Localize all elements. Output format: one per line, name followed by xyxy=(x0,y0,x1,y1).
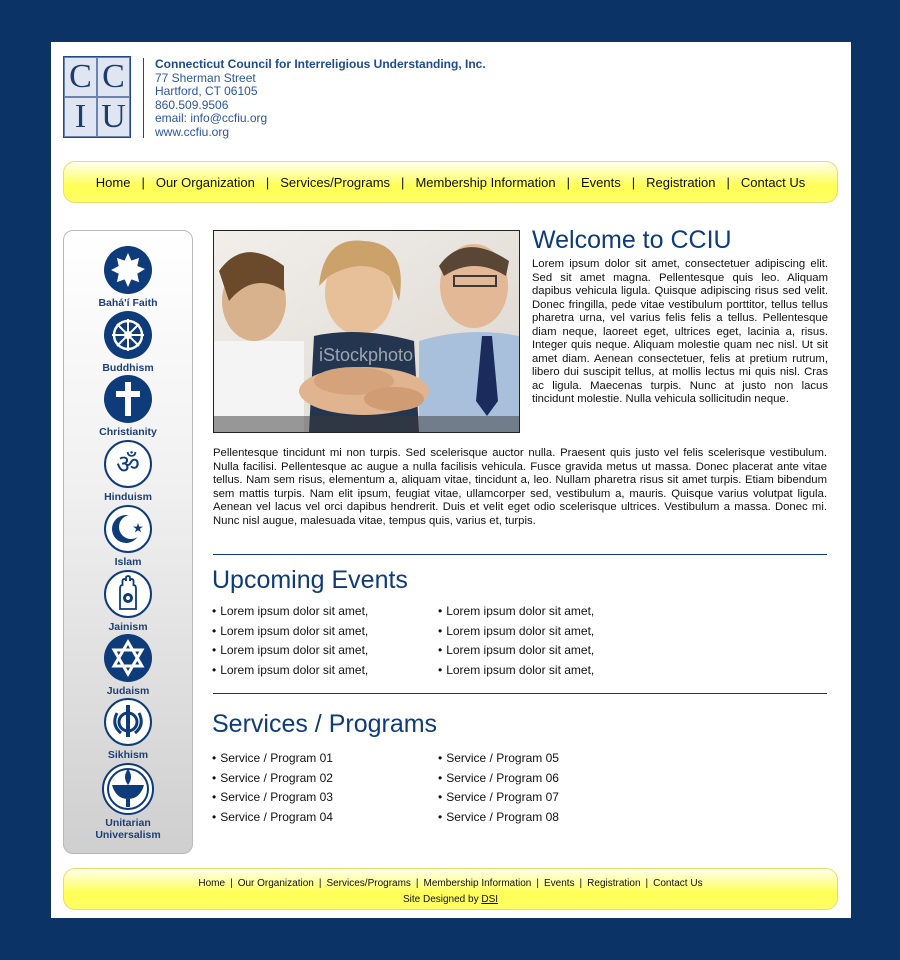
event-item[interactable]: • Lorem ipsum dolor sit amet, xyxy=(212,622,368,642)
dharma-wheel-icon xyxy=(103,310,153,360)
nav-separator: | xyxy=(230,878,233,889)
nav-separator: | xyxy=(265,174,270,190)
faith-hinduism[interactable] xyxy=(64,439,192,503)
nav-contact-us[interactable]: Contact Us xyxy=(740,174,806,190)
site-credit xyxy=(403,894,498,905)
services-list-right xyxy=(438,749,559,827)
nav-our-organization[interactable]: Our Organization xyxy=(155,174,255,190)
photo-watermark: iStockphoto xyxy=(318,345,414,365)
faith-sidebar xyxy=(63,230,193,854)
website-link[interactable]: www.ccfiu.org xyxy=(155,124,230,139)
star-of-david-icon xyxy=(103,633,153,683)
logo-letter: C xyxy=(97,57,130,97)
event-item[interactable]: • Lorem ipsum dolor sit amet, xyxy=(438,622,594,642)
footer-nav-contact-us[interactable]: Contact Us xyxy=(653,878,703,889)
flaming-chalice-icon xyxy=(100,763,156,815)
faith-label: Christianity xyxy=(99,426,157,438)
nav-separator: | xyxy=(579,878,583,889)
event-item[interactable]: • Lorem ipsum dolor sit amet, xyxy=(212,661,368,681)
event-item[interactable]: • Lorem ipsum dolor sit amet, xyxy=(438,661,594,681)
faith-label: Unitarian xyxy=(105,817,151,829)
welcome-heading: Welcome to CCIU xyxy=(532,226,732,254)
event-item[interactable]: • Lorem ipsum dolor sit amet, xyxy=(438,602,594,622)
footer-nav xyxy=(63,868,838,910)
service-item[interactable]: • Service / Program 01 xyxy=(212,749,333,769)
service-item[interactable]: • Service / Program 08 xyxy=(438,808,559,828)
services-heading: Services / Programs xyxy=(212,710,438,738)
logo-letter: U xyxy=(97,97,130,137)
footer-nav-registration[interactable]: Registration xyxy=(587,878,641,889)
footer-links xyxy=(198,873,702,891)
phone-number: 860.509.9506 xyxy=(155,97,229,112)
service-item[interactable]: • Service / Program 03 xyxy=(212,788,333,808)
page-container xyxy=(51,42,851,918)
footer-nav-membership-information[interactable]: Membership Information xyxy=(423,878,532,889)
footer-nav-our-organization[interactable]: Our Organization xyxy=(237,878,314,889)
faith-sikhism[interactable] xyxy=(64,697,192,761)
cciu-logo[interactable] xyxy=(63,56,131,138)
footer-nav-services-programs[interactable]: Services/Programs xyxy=(326,878,411,889)
faith-islam[interactable] xyxy=(64,504,192,568)
events-list-right xyxy=(438,602,594,680)
khanda-icon xyxy=(103,697,153,747)
faith-bahai[interactable] xyxy=(64,245,192,309)
credit-link-dsi[interactable]: DSI xyxy=(481,894,499,905)
nav-separator: | xyxy=(631,174,636,190)
service-item[interactable]: • Service / Program 06 xyxy=(438,769,559,789)
faith-label: Bahá'í Faith xyxy=(98,297,158,309)
logo-letter: C xyxy=(64,57,97,97)
service-item[interactable]: • Service / Program 04 xyxy=(212,808,333,828)
event-item[interactable]: • Lorem ipsum dolor sit amet, xyxy=(212,641,368,661)
nav-separator: | xyxy=(141,174,145,190)
main-nav xyxy=(63,161,838,203)
event-item[interactable]: • Lorem ipsum dolor sit amet, xyxy=(212,602,368,622)
faith-label: Buddhism xyxy=(102,362,154,374)
faith-label: Hinduism xyxy=(104,491,152,503)
welcome-paragraph: Pellentesque tincidunt mi non turpis. Sed scelerisque auctor nulla. Praesent quis justo vel felis scelerisque vestibulum. Nulla facilisi. Pellentesque ac augue a nulla facilisis vehicula. Fusce gravida metus ut massa. Donec placerat ante vitae tellus. Nam sem risus, elementum a, aliquam vitae, tincidunt a, leo. Nullam pharetra risus sit amet turpis. Etiam bibendum sem mattis turpis. Nam elit ipsum, feugiat vitae, ullamcorper sed, vestibulum a, mauris. Quisque varius volutpat ligula. Aenean vel lacus vel orci dapibus hendrerit. Duis et velit eget odio scelerisque ultrices. Vestibulum a massa. Donec mi. Nunc nisl augue, malesuada vitae, tempus quis, varius et, turpis. xyxy=(213,447,827,527)
nav-separator: | xyxy=(645,878,649,889)
nav-registration[interactable]: Registration xyxy=(646,174,716,190)
service-item[interactable]: • Service / Program 02 xyxy=(212,769,333,789)
events-heading: Upcoming Events xyxy=(212,566,408,594)
events-list-left xyxy=(212,602,368,680)
faith-label: Universalism xyxy=(95,829,161,841)
logo-divider xyxy=(143,58,144,138)
crescent-star-icon xyxy=(103,504,153,554)
section-divider xyxy=(213,693,827,694)
org-name: Connecticut Council for Interreligious Understanding, Inc. xyxy=(155,57,486,71)
nav-separator: | xyxy=(536,878,539,889)
address-line-2: Hartford, CT 06105 xyxy=(155,84,258,98)
section-divider xyxy=(213,554,827,555)
faith-label: Jainism xyxy=(108,621,148,633)
nav-separator: | xyxy=(318,878,322,889)
faith-jainism[interactable] xyxy=(64,569,192,633)
faith-label: Sikhism xyxy=(107,749,149,761)
bahai-star-icon xyxy=(103,245,153,295)
service-item[interactable]: • Service / Program 05 xyxy=(438,749,559,769)
faith-christianity[interactable] xyxy=(64,374,192,438)
services-list-left xyxy=(212,749,333,827)
nav-separator: | xyxy=(401,174,405,190)
event-item[interactable]: • Lorem ipsum dolor sit amet, xyxy=(438,641,594,661)
logo-letter: I xyxy=(64,97,97,137)
nav-membership-information[interactable]: Membership Information xyxy=(415,174,556,190)
service-item[interactable]: • Service / Program 07 xyxy=(438,788,559,808)
credit-prefix: Site Designed by xyxy=(402,894,482,905)
nav-separator: | xyxy=(415,878,419,889)
jain-hand-icon xyxy=(103,569,153,619)
nav-home[interactable]: Home xyxy=(95,174,131,190)
people-photo xyxy=(214,231,519,432)
footer-nav-events[interactable]: Events xyxy=(543,878,575,889)
email-link[interactable]: email: info@ccfiu.org xyxy=(155,111,268,125)
nav-events[interactable]: Events xyxy=(581,174,621,190)
svg-text:ॐ: ॐ xyxy=(116,450,140,480)
nav-separator: | xyxy=(566,174,570,190)
om-icon xyxy=(103,439,153,489)
faith-unitarian-universalism[interactable] xyxy=(64,763,192,841)
organization-info xyxy=(155,58,486,139)
address-line-1: 77 Sherman Street xyxy=(155,70,256,85)
cross-icon xyxy=(103,374,153,424)
faith-label: Judaism xyxy=(106,685,150,697)
welcome-photo xyxy=(213,230,520,433)
faith-buddhism[interactable] xyxy=(64,310,192,374)
faith-judaism[interactable] xyxy=(64,633,192,697)
nav-services-programs[interactable]: Services/Programs xyxy=(280,174,391,190)
welcome-intro: Lorem ipsum dolor sit amet, consectetuer adipiscing elit. Sed sit amet magna. Pellentesque quis leo. Aliquam dapibus vehicula ligula. Quisque adipiscing risus sed velit. Donec fringilla, pede vitae vestibulum porttitor, tellus tellus pharetra urna, vel varius felis felis a tellus. Pellentesque diam neque, laoreet eget, ultrices eget, lacinia a, risus. Integer quis neque. Aliquam molestie quam nec nisl. Ut sit amet diam. Aenean consectetuer, felis at pretium rutrum, libero dui suscipit tellus, at mollis lectus mi quis nisl. Cras ac ligula. Maecenas turpis. Nunc at justo non lacus tincidunt molestie. Nulla vehicula sollicitudin neque. xyxy=(532,258,828,405)
footer-nav-home[interactable]: Home xyxy=(198,878,226,889)
faith-label: Islam xyxy=(114,556,142,568)
nav-separator: | xyxy=(726,174,730,190)
